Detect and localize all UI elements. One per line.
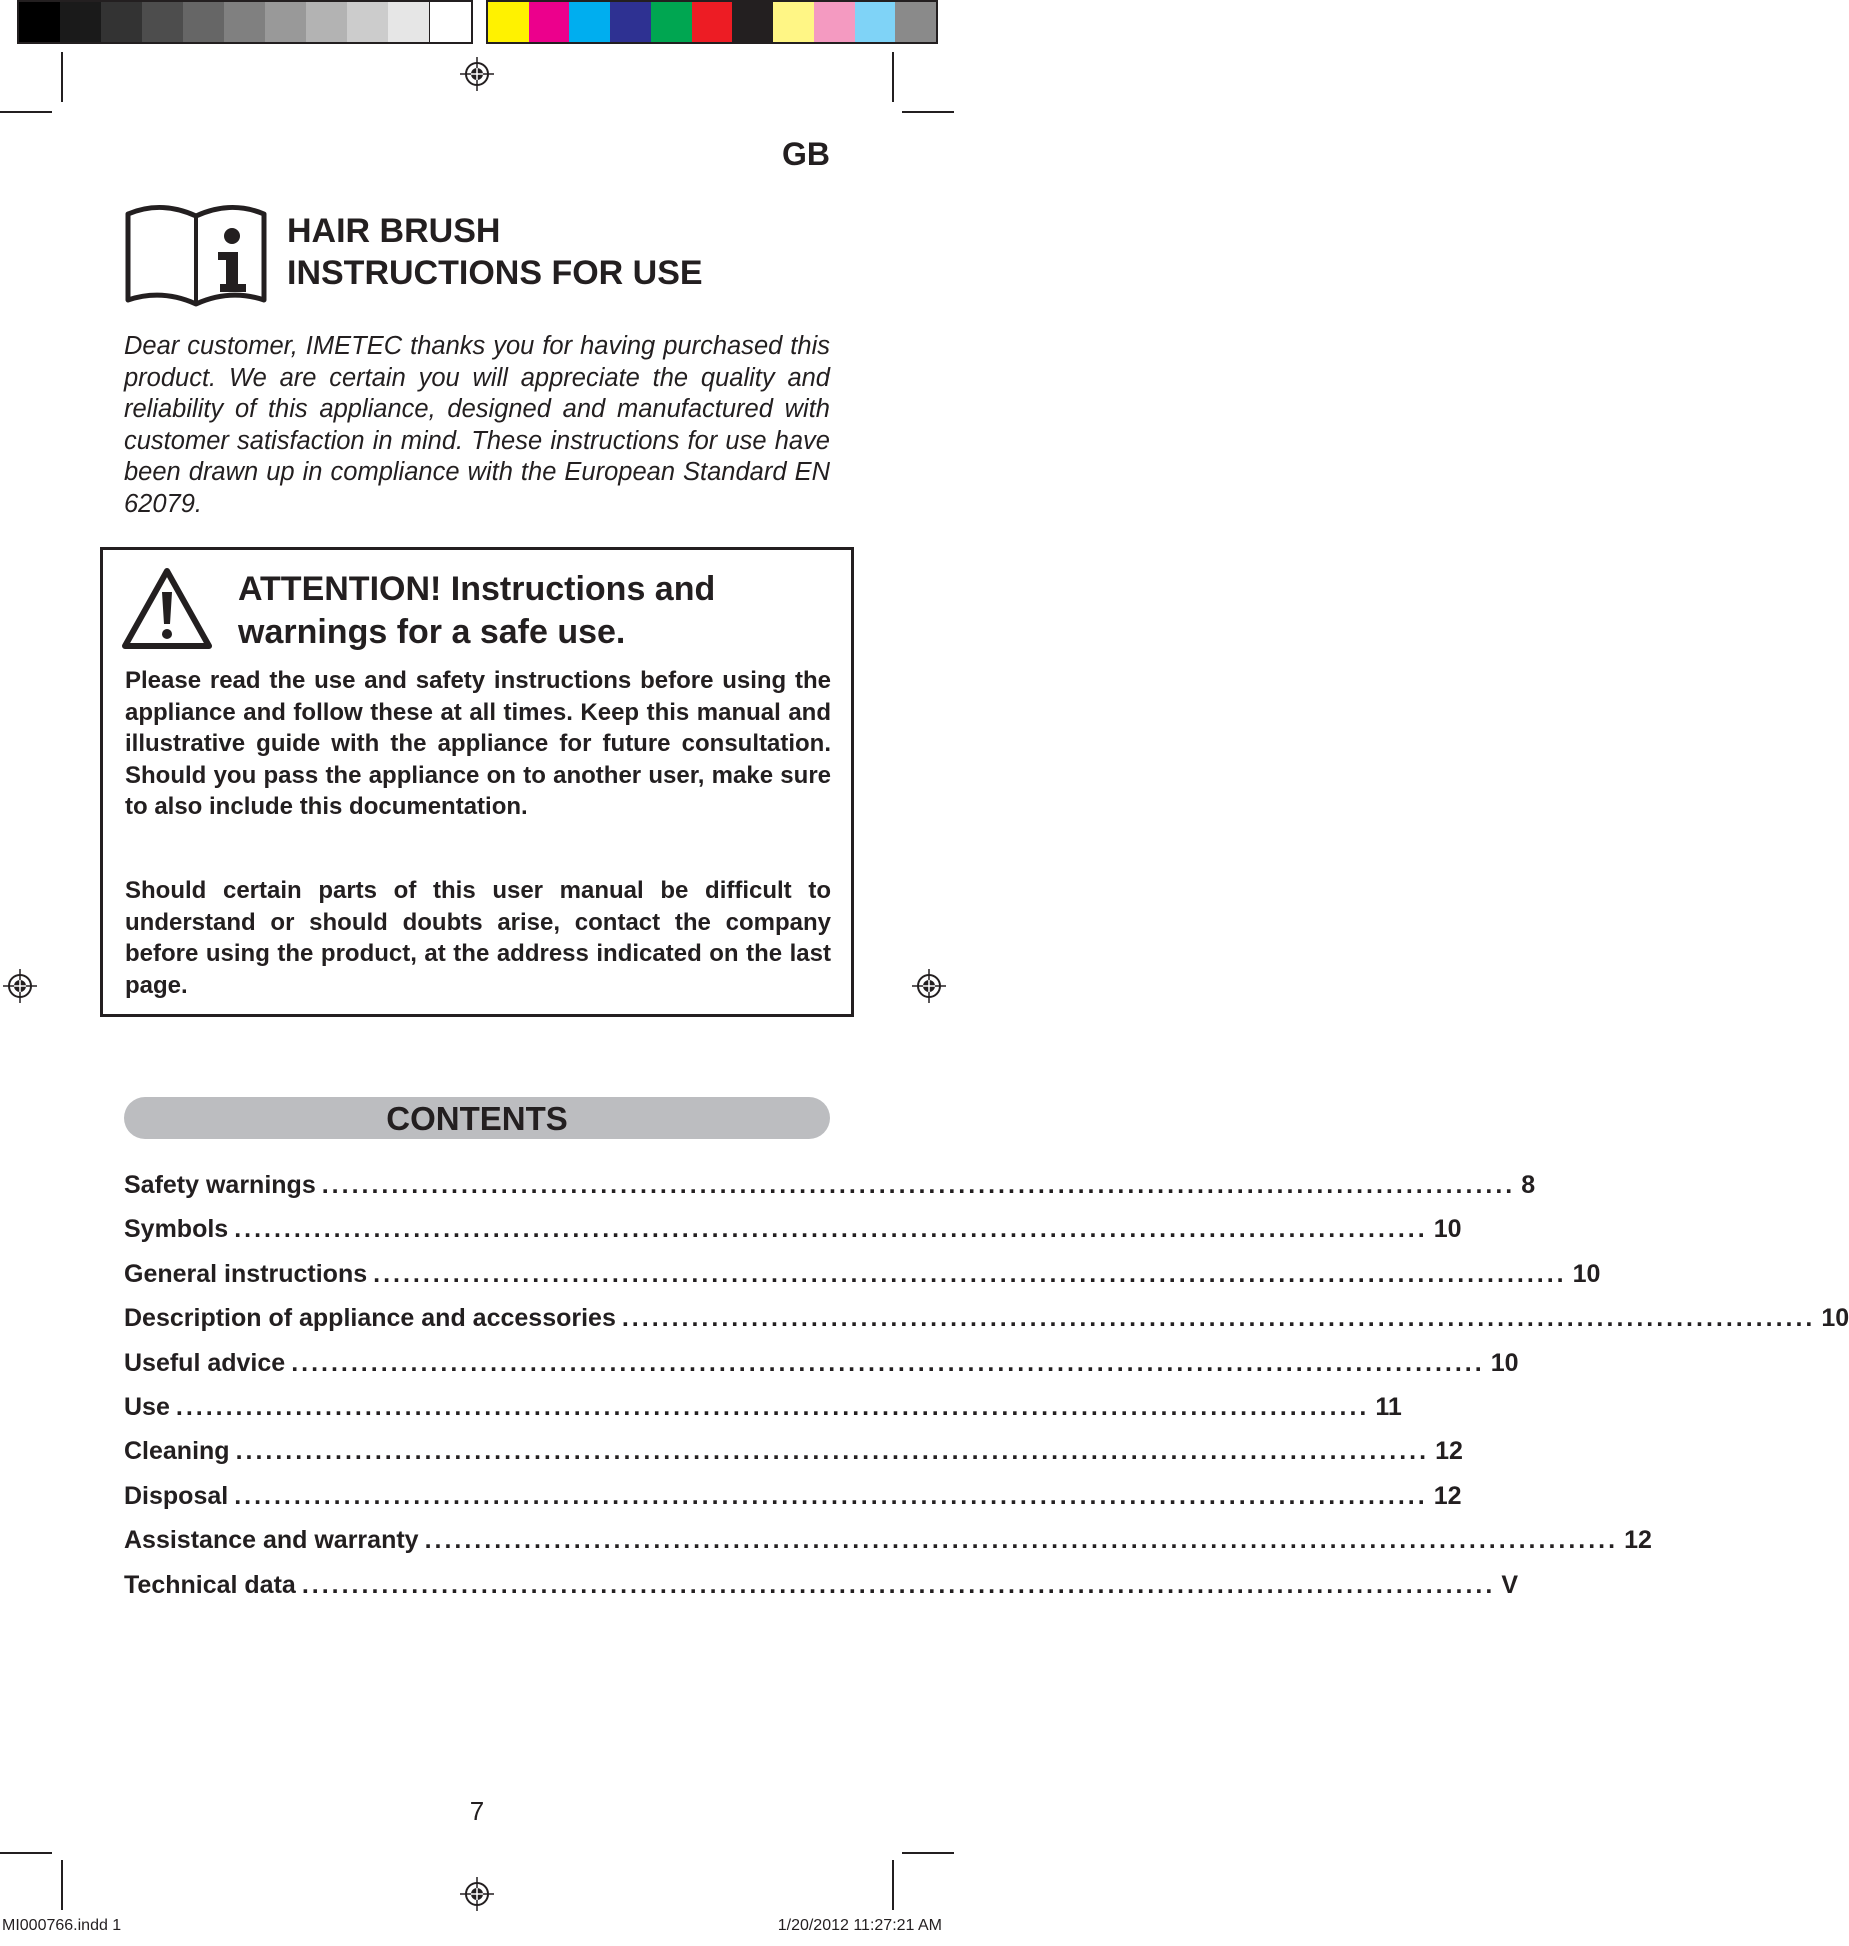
color-swatch [692,2,733,42]
product-name: HAIR BRUSH [287,212,501,250]
color-swatch [265,2,306,42]
toc-entry-label: Assistance and warranty [124,1526,419,1555]
registration-mark-icon [460,57,494,91]
crop-mark [902,1852,954,1854]
attention-title-line: warnings for a safe use. [238,613,626,651]
toc-leader-dots: ........................................................................................................................ [373,1259,1567,1288]
crop-mark [0,1852,52,1854]
color-swatch [347,2,388,42]
attention-title-line: ATTENTION! Instructions and [238,570,716,608]
registration-mark-icon [912,969,946,1003]
color-swatch [895,2,936,42]
toc-entry-page: 8 [1521,1171,1536,1199]
attention-paragraph: Please read the use and safety instructions before using the appliance and follow these at all times. Keep this manual and illustrative guide with the appliance for future consultation. Should you pass the appliance on to another user, make sure to also include this documentation. [125,667,831,820]
attention-paragraph: Should certain parts of this user manual be difficult to understand or should doubts arise, contact the company before using the product, at the address indicated on the last page. [125,877,831,999]
toc-entry-label: Useful advice [124,1348,286,1377]
crop-mark [892,1860,894,1910]
color-swatch [429,2,471,42]
toc-entry-page: 10 [1821,1304,1849,1333]
instruction-book-icon [122,200,270,308]
toc-entry-label: Technical data [124,1570,296,1599]
color-swatch [651,2,692,42]
intro-paragraph: Dear customer, IMETEC thanks you for having purchased this product. We are certain you will appreciate the quality and reliability of this appliance, designed and manufactured with customer satisfaction in mind. These instructions for use have been drawn up in compliance with the European Standard EN 62079. [124,332,830,518]
crop-mark [61,52,63,102]
color-swatch [224,2,265,42]
color-swatch [19,2,60,42]
toc-entry-page: 10 [1572,1259,1601,1288]
toc-entry-label: Description of appliance and accessories [124,1304,616,1333]
process-color-bar [486,0,938,44]
color-swatch [60,2,101,42]
color-swatch [773,2,814,42]
table-of-contents [124,1171,1849,1615]
toc-entry[interactable] [124,1437,1463,1481]
slug-datetime: 1/20/2012 11:27:21 AM [777,1917,942,1934]
toc-entry[interactable] [124,1481,1462,1526]
toc-entry-page: V [1501,1570,1519,1599]
toc-entry[interactable] [124,1215,1462,1259]
toc-entry-label: Use [124,1392,170,1421]
color-swatch [101,2,142,42]
document-title [287,210,703,294]
slug-filename: MI000766.indd 1 [2,1917,122,1934]
toc-entry-label: Disposal [124,1481,229,1510]
toc-leader-dots: ........................................................................................................................ [234,1215,1428,1244]
document-subtitle: INSTRUCTIONS FOR USE [287,254,703,292]
page-number: 7 [469,1796,485,1826]
toc-entry[interactable] [124,1392,1402,1437]
attention-box [100,547,854,1017]
toc-leader-dots: ........................................................................................................................ [235,1437,1430,1466]
crop-mark [892,52,894,102]
toc-entry-page: 10 [1433,1215,1462,1244]
language-code: GB [782,136,830,172]
toc-entry[interactable] [124,1304,1849,1348]
toc-entry[interactable] [124,1171,1536,1215]
color-swatch [142,2,183,42]
color-swatch [306,2,347,42]
toc-leader-dots: ........................................................................................................................ [301,1570,1496,1599]
color-swatch [183,2,224,42]
toc-leader-dots: ........................................................................................................................ [234,1481,1428,1510]
grayscale-color-bar [17,0,473,44]
contents-heading: CONTENTS [124,1097,830,1139]
toc-entry-page: 11 [1375,1392,1402,1421]
toc-leader-dots: ........................................................................................................................ [621,1304,1816,1333]
color-swatch [732,2,773,42]
toc-entry[interactable] [124,1348,1519,1393]
toc-entry-page: 10 [1490,1348,1519,1377]
toc-leader-dots: ........................................................................................................................ [321,1171,1516,1199]
toc-entry-label: Cleaning [124,1437,230,1466]
attention-title [238,568,715,654]
toc-entry-page: 12 [1435,1437,1463,1466]
toc-entry-label: Safety warnings [124,1171,316,1199]
color-swatch [529,2,570,42]
color-swatch [569,2,610,42]
toc-entry[interactable] [124,1570,1519,1615]
warning-triangle-icon [121,566,213,652]
color-swatch [855,2,896,42]
toc-entry-label: General instructions [124,1259,368,1288]
crop-mark [0,111,52,113]
toc-leader-dots: ........................................................................................................................ [424,1526,1619,1555]
registration-mark-icon [3,969,37,1003]
toc-entry-page: 12 [1433,1481,1462,1510]
toc-entry-label: Symbols [124,1215,229,1244]
registration-mark-icon [460,1877,494,1911]
color-swatch [814,2,855,42]
toc-leader-dots: ........................................................................................................................ [291,1348,1485,1377]
color-swatch [388,2,429,42]
color-swatch [488,2,529,42]
crop-mark [902,111,954,113]
crop-mark [61,1860,63,1910]
toc-leader-dots: ........................................................................................................................ [175,1392,1370,1421]
toc-entry-page: 12 [1624,1526,1652,1555]
toc-entry[interactable] [124,1526,1652,1570]
toc-entry[interactable] [124,1259,1601,1304]
color-swatch [610,2,651,42]
